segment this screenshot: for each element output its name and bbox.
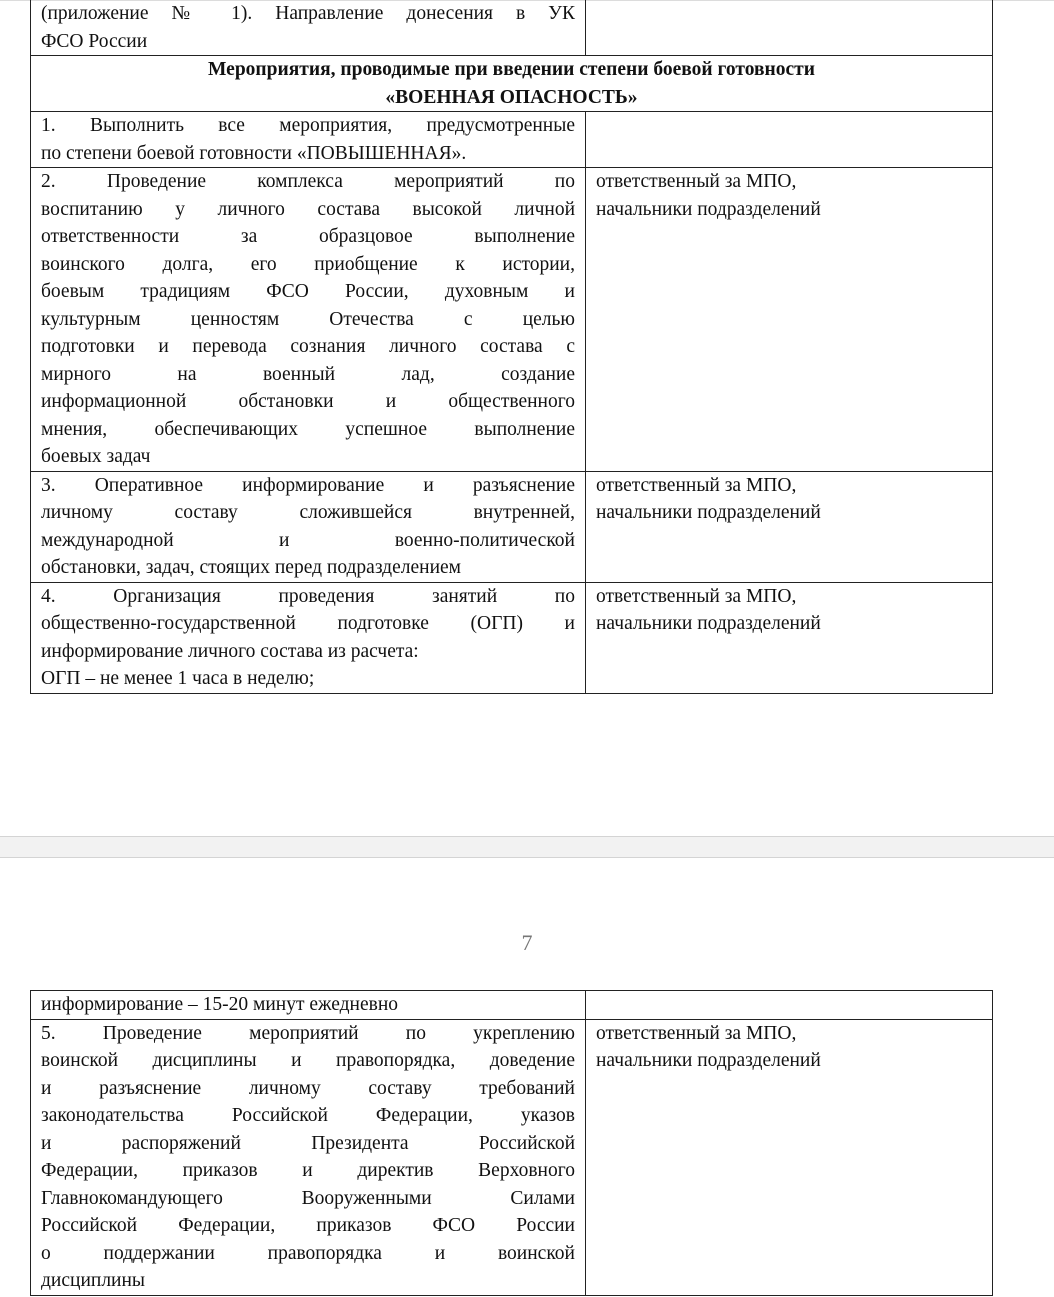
text-line: 4. Организация проведения занятий по bbox=[41, 585, 575, 607]
text-line: общественно-государственной подготовке (ОГП) и bbox=[41, 613, 575, 634]
text-line: по степени боевой готовности «ПОВЫШЕННАЯ». bbox=[41, 142, 467, 164]
section-header-line: «ВОЕННАЯ ОПАСНОСТЬ» bbox=[385, 86, 638, 108]
table-cell-description bbox=[31, 1019, 586, 1295]
table-cell-responsible bbox=[586, 991, 993, 1020]
page-number: 7 bbox=[521, 930, 533, 955]
responsible-line: начальники подразделений bbox=[596, 1050, 821, 1071]
text-line: информирование – 15-20 минут ежедневно bbox=[41, 994, 399, 1015]
page-separator bbox=[0, 836, 1054, 858]
text-line: мнения, обеспечивающих успешное выполнение bbox=[41, 418, 575, 440]
text-line: о поддержании правопорядка и воинской bbox=[41, 1242, 575, 1264]
text-line: Главнокомандующего Вооруженными Силами bbox=[41, 1187, 575, 1209]
text-line: 2. Проведение комплекса мероприятий по bbox=[41, 171, 575, 192]
text-line: информирование личного состава из расчета: bbox=[41, 640, 419, 662]
responsible-line: начальники подразделений bbox=[596, 502, 821, 523]
table-row bbox=[31, 582, 993, 693]
text-line: ОГП – не менее 1 часа в неделю; bbox=[41, 668, 315, 689]
responsible-line: ответственный за МПО, bbox=[596, 171, 797, 192]
text-line: воспитанию у личного состава высокой личной bbox=[41, 198, 575, 220]
text-line: 5. Проведение мероприятий по укреплению bbox=[41, 1022, 575, 1044]
table-row bbox=[31, 991, 993, 1020]
responsible-line: ответственный за МПО, bbox=[596, 474, 797, 496]
section-header bbox=[31, 56, 993, 112]
responsible-line: начальники подразделений bbox=[596, 198, 821, 220]
responsible-line: ответственный за МПО, bbox=[596, 1022, 797, 1044]
text-line: боевых задач bbox=[41, 446, 151, 467]
text-line: международной и военно-политической bbox=[41, 529, 575, 551]
text-line: Российской Федерации, приказов ФСО России bbox=[41, 1215, 575, 1236]
table-row bbox=[31, 471, 993, 582]
table-row bbox=[31, 168, 993, 472]
text-line: подготовки и перевода сознания личного состава с bbox=[41, 336, 575, 357]
measures-table-bottom bbox=[30, 990, 993, 1296]
text-line: законодательства Российской Федерации, указов bbox=[41, 1105, 575, 1126]
text-line: 1. Выполнить все мероприятия, предусмотренные bbox=[41, 115, 575, 136]
responsible-line: начальники подразделений bbox=[596, 613, 821, 634]
table-cell-description bbox=[31, 471, 586, 582]
table-cell-description bbox=[31, 0, 586, 56]
text-line: обстановки, задач, стоящих перед подразделением bbox=[41, 557, 462, 578]
text-line: культурным ценностям Отечества с целью bbox=[41, 308, 575, 330]
text-line: воинского долга, его приобщение к истории, bbox=[41, 253, 575, 275]
text-line: и распоряжений Президента Российской bbox=[41, 1132, 575, 1154]
table-cell-description bbox=[31, 991, 586, 1020]
text-line: мирного на военный лад, создание bbox=[41, 363, 575, 385]
table-row bbox=[31, 112, 993, 168]
text-line: боевым традициям ФСО России, духовным и bbox=[41, 281, 575, 302]
table-cell-responsible bbox=[586, 0, 993, 56]
text-line: воинской дисциплины и правопорядка, доведение bbox=[41, 1050, 575, 1071]
text-line: дисциплины bbox=[41, 1270, 146, 1291]
section-header-line: Мероприятия, проводимые при введении степени боевой готовности bbox=[208, 59, 815, 80]
table-cell-responsible bbox=[586, 1019, 993, 1295]
text-line: и разъяснение личному составу требований bbox=[41, 1077, 575, 1099]
text-line: ответственности за образцовое выполнение bbox=[41, 226, 575, 247]
table-row bbox=[31, 1019, 993, 1295]
table-cell-responsible bbox=[586, 168, 993, 472]
table-cell-responsible bbox=[586, 582, 993, 693]
text-line: ФСО России bbox=[41, 30, 148, 52]
table-cell-description bbox=[31, 582, 586, 693]
text-line: личному составу сложившейся внутренней, bbox=[41, 502, 575, 523]
text-line: (приложение № 1). Направление донесения в УК bbox=[41, 3, 575, 24]
table-cell-responsible bbox=[586, 471, 993, 582]
table-cell-responsible bbox=[586, 112, 993, 168]
text-line: информационной обстановки и общественного bbox=[41, 391, 575, 412]
table-cell-description bbox=[31, 168, 586, 472]
responsible-line: ответственный за МПО, bbox=[596, 585, 797, 607]
text-line: 3. Оперативное информирование и разъяснение bbox=[41, 474, 575, 496]
measures-table-top bbox=[30, 0, 993, 694]
text-line: Федерации, приказов и директив Верховного bbox=[41, 1160, 575, 1181]
table-row bbox=[31, 0, 993, 56]
table-cell-description bbox=[31, 112, 586, 168]
section-header-row bbox=[31, 56, 993, 112]
